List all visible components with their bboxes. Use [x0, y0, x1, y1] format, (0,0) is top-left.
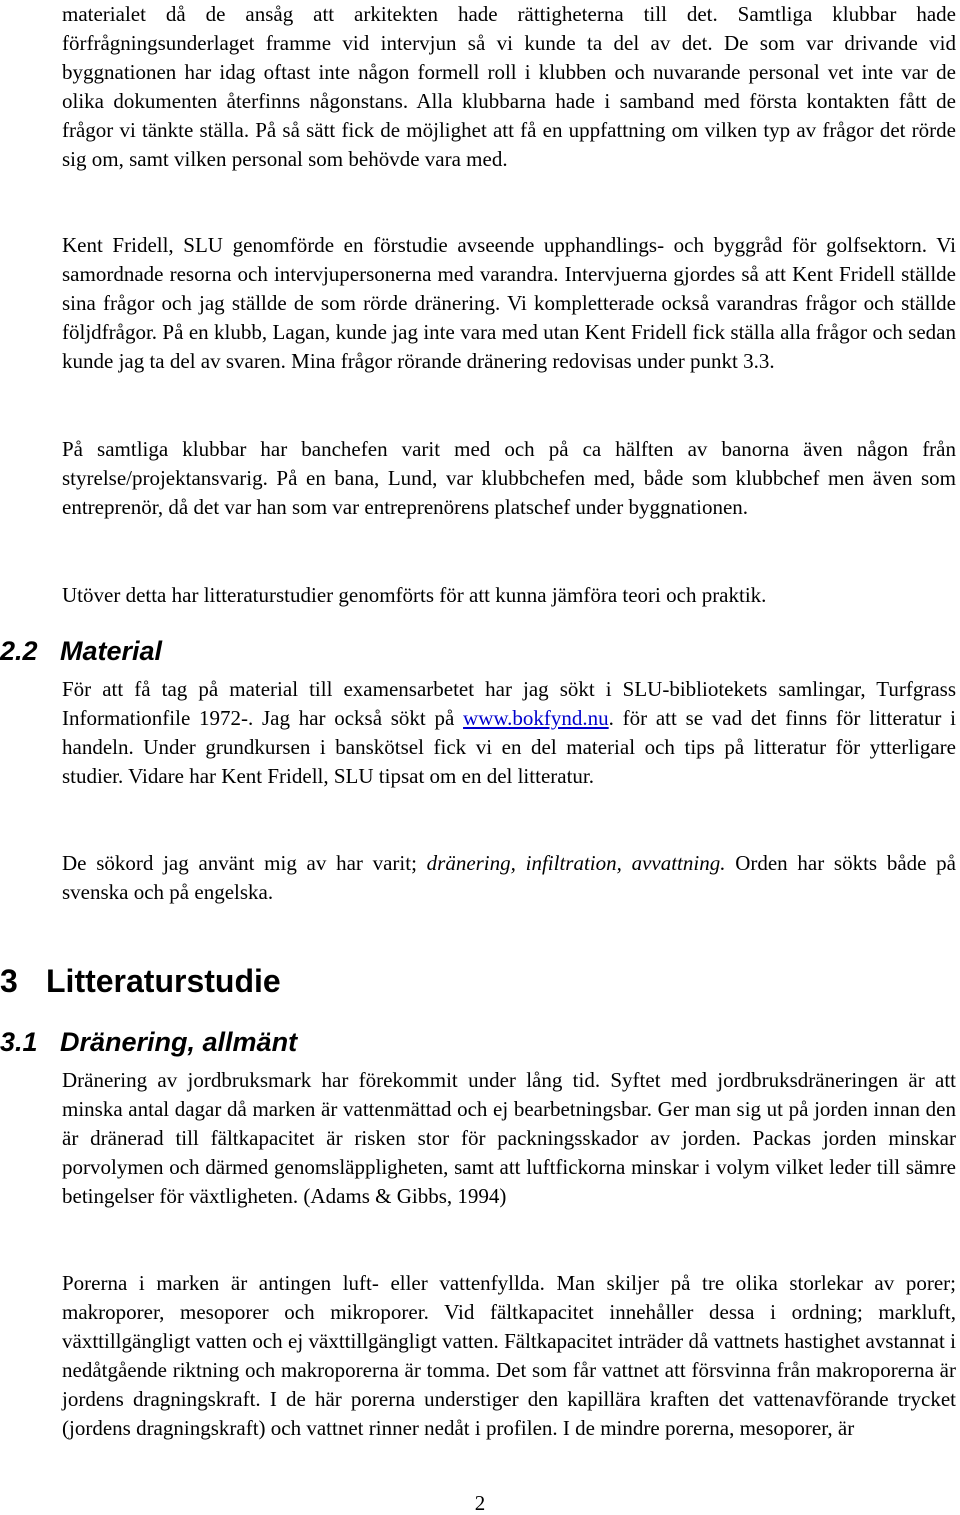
paragraph-material-search — [62, 675, 956, 791]
heading-3-1-dranering — [0, 1025, 297, 1059]
heading-title: Litteraturstudie — [46, 963, 281, 999]
text-segment: För att få tag på material till examensarbetet har jag sökt i SLU-bibliotekets samlingar, Turfgrass Informationfile 1972-. Jag har också sökt på — [62, 677, 956, 730]
heading-title: Dränering, allmänt — [60, 1027, 298, 1057]
paragraph-kent-fridell-study: Kent Fridell, SLU genomförde en förstudie avseende upphandlings- och byggråd för golfsektorn. Vi samordnade resorna och intervjupersonerna med varandra. Intervjuerna gjordes så att Kent Fridell ställde sina frågor och jag ställde de som rörde dränering. Vi kompletterade också varandras frågor och ställde följdfrågor. På en klubb, Lagan, kunde jag inte vara med utan Kent Fridell fick ställa alla frågor och sedan kunde jag ta del av svaren. Mina frågor rörande dränering redovisas under punkt 3.3. — [62, 233, 956, 373]
bokfynd-link[interactable]: www.bokfynd.nu — [463, 706, 609, 730]
paragraph-search-terms — [62, 849, 956, 907]
heading-number: 3.1 — [0, 1027, 38, 1057]
heading-title: Material — [60, 636, 163, 666]
paragraph-literature-studies: Utöver detta har litteraturstudier genomförts för att kunna jämföra teori och praktik. — [62, 583, 767, 607]
search-terms-italic: dränering, infiltration, avvattning. — [426, 851, 726, 875]
heading-3-litteraturstudie — [0, 961, 281, 1001]
paragraph-drainage-general: Dränering av jordbruksmark har förekommit under lång tid. Syftet med jordbruksdräneringen är att minska antal dagar då marken är vattenmättad och ej bearbetningsbar. Ger man sig ut på jorden innan den är dränerad till fältkapacitet är risken stor för packningsskador av jorden. Packas jorden minskar porvolymen och därmed genomsläppligheten, samt att luftfickorna minskar i volym vilket leder till sämre betingelser för växtligheten. (Adams & Gibbs, 1994) — [62, 1068, 956, 1208]
text-segment: Orden har sökts både på svenska och på engelska. — [62, 851, 956, 904]
page-number: 2 — [474, 1491, 486, 1515]
heading-number: 3 — [0, 963, 18, 999]
heading-2-2-material — [0, 634, 162, 668]
text-segment: De sökord jag använt mig av har varit; — [62, 851, 427, 875]
heading-number: 2.2 — [0, 636, 38, 666]
paragraph-club-participants: På samtliga klubbar har banchefen varit med och på ca hälften av banorna även någon från styrelse/projektansvarig. På en bana, Lund, var klubbchefen med, både som klubbchef men även som entreprenör, då det var han som var entreprenörens platschef under byggnationen. — [62, 437, 956, 519]
paragraph-interview-material: materialet då de ansåg att arkitekten hade rättigheterna till det. Samtliga klubbar hade förfrågningsunderlaget framme vid intervjun så vi kunde ta del av det. De som var drivande vid byggnationen har idag oftast inte någon formell roll i klubben och nuvarande personal vet inte var de olika dokumenten återfinns någonstans. Alla klubbarna hade i samband med första kontakten fått de frågor vi tänkte ställa. På så sätt fick de möjlighet att få en uppfattning om vilken typ av frågor det rörde sig om, samt vilken personal som behövde vara med. — [62, 2, 956, 171]
text-segment: . för att se vad det finns för litteratur i handeln. Under grundkursen i banskötsel fick vi en del material och tips på litteratur för ytterligare studier. Vidare har Kent Fridell, SLU tipsat om en del litteratur. — [62, 706, 956, 788]
paragraph-soil-pores: Porerna i marken är antingen luft- eller vattenfyllda. Man skiljer på tre olika storlekar av porer; makroporer, mesoporer och mikroporer. Vid fältkapacitet innehåller dessa i ordning; markluft, växttillgängligt vatten och ej växttillgängligt vatten. Fältkapacitet inträder då vattnets hastighet avstannat i nedåtgående riktning och makroporerna är tomma. Det som får vattnet att försvinna från makroporerna är jordens dragningskraft. I de här porerna understiger den kapillära kraften det vattenavförande trycket (jordens dragningskraft) och vattnet rinner nedåt i profilen. I de mindre porerna, mesoporer, är — [62, 1271, 956, 1440]
